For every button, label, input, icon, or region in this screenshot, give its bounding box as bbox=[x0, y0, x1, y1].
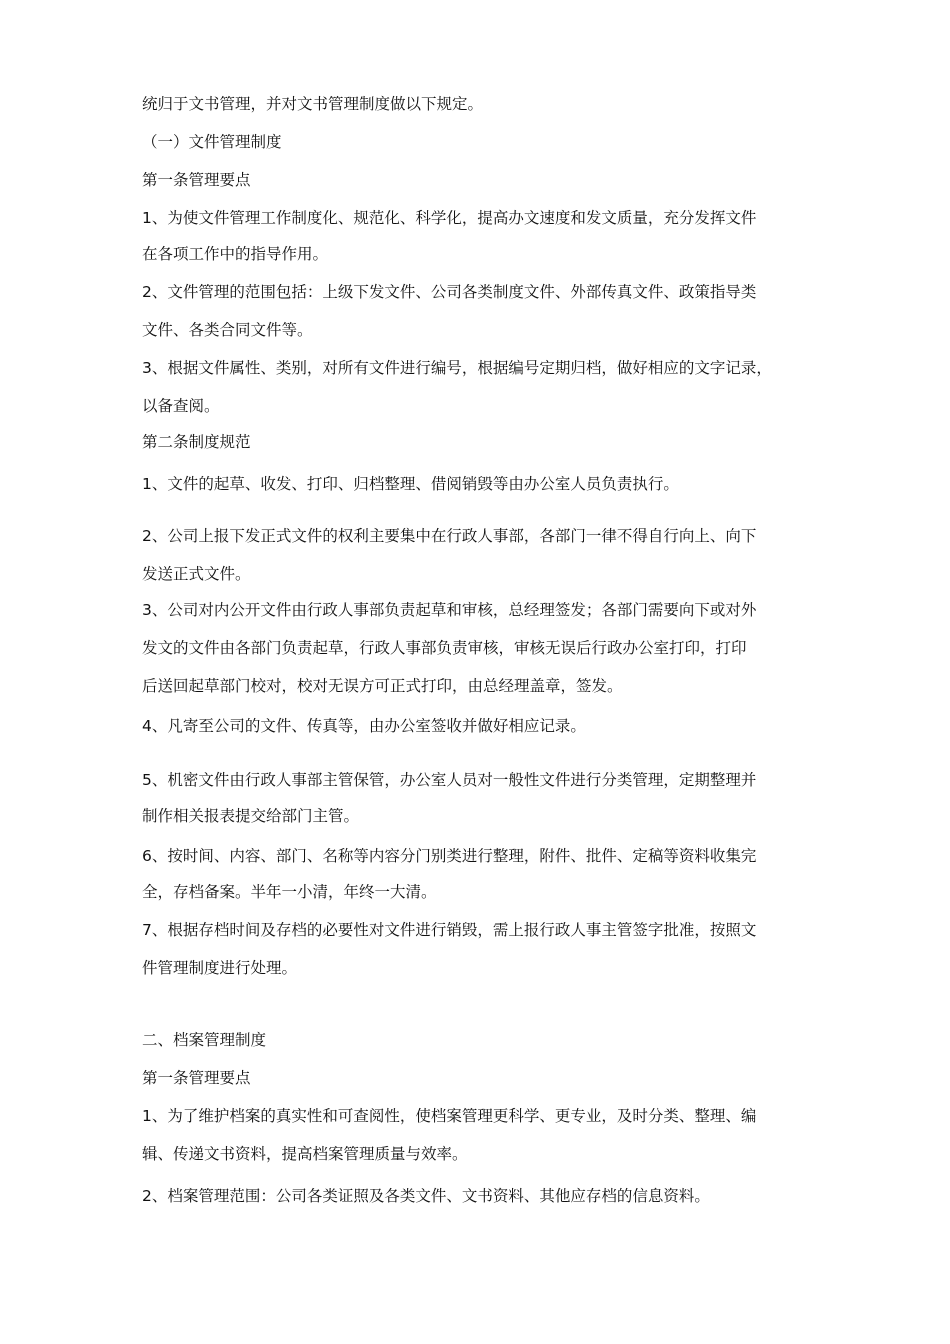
text-line: 5、机密文件由行政人事部主管保管，办公室人员对一般性文件进行分类管理，定期整理并 bbox=[142, 771, 757, 789]
section-heading: （一）文件管理制度 bbox=[142, 133, 282, 151]
text-line: 1、文件的起草、收发、打印、归档整理、借阅销毁等由办公室人员负责执行。 bbox=[142, 475, 679, 493]
text-line: 全，存档备案。半年一小清，年终一大清。 bbox=[142, 883, 437, 901]
text-line: 3、公司对内公开文件由行政人事部负责起草和审核，总经理签发；各部门需要向下或对外 bbox=[142, 601, 757, 619]
text-line: 7、根据存档时间及存档的必要性对文件进行销毁，需上报行政人事主管签字批准，按照文 bbox=[142, 921, 757, 939]
text-line: 后送回起草部门校对，校对无误方可正式打印，由总经理盖章，签发。 bbox=[142, 677, 623, 695]
text-line: 制作相关报表提交给部门主管。 bbox=[142, 807, 360, 825]
text-line: 发文的文件由各部门负责起草，行政人事部负责审核，审核无误后行政办公室打印，打印 bbox=[142, 639, 747, 657]
article-heading: 第一条管理要点 bbox=[142, 171, 251, 189]
text-line: 6、按时间、内容、部门、名称等内容分门别类进行整理，附件、批件、定稿等资料收集完 bbox=[142, 847, 757, 865]
text-line: 统归于文书管理，并对文书管理制度做以下规定。 bbox=[142, 95, 484, 113]
text-line: 2、档案管理范围：公司各类证照及各类文件、文书资料、其他应存档的信息资料。 bbox=[142, 1187, 710, 1205]
text-line: 1、为使文件管理工作制度化、规范化、科学化，提高办文速度和发文质量，充分发挥文件 bbox=[142, 209, 757, 227]
text-line: 2、文件管理的范围包括：上级下发文件、公司各类制度文件、外部传真文件、政策指导类 bbox=[142, 283, 757, 301]
article-heading: 第一条管理要点 bbox=[142, 1069, 251, 1087]
text-line: 辑、传递文书资料，提高档案管理质量与效率。 bbox=[142, 1145, 468, 1163]
text-line: 2、公司上报下发正式文件的权利主要集中在行政人事部，各部门一律不得自行向上、向下 bbox=[142, 527, 757, 545]
text-line: 在各项工作中的指导作用。 bbox=[142, 245, 329, 263]
section-heading: 二、档案管理制度 bbox=[142, 1031, 267, 1049]
text-line: 1、为了维护档案的真实性和可查阅性，使档案管理更科学、更专业，及时分类、整理、编 bbox=[142, 1107, 757, 1125]
article-heading: 第二条制度规范 bbox=[142, 433, 251, 451]
text-line: 4、凡寄至公司的文件、传真等，由办公室签收并做好相应记录。 bbox=[142, 717, 586, 735]
text-line: 3、根据文件属性、类别，对所有文件进行编号，根据编号定期归档，做好相应的文字记录， bbox=[142, 359, 772, 377]
text-line: 发送正式文件。 bbox=[142, 565, 251, 583]
text-line: 文件、各类合同文件等。 bbox=[142, 321, 313, 339]
text-line: 件管理制度进行处理。 bbox=[142, 959, 298, 977]
text-line: 以备查阅。 bbox=[142, 397, 220, 415]
